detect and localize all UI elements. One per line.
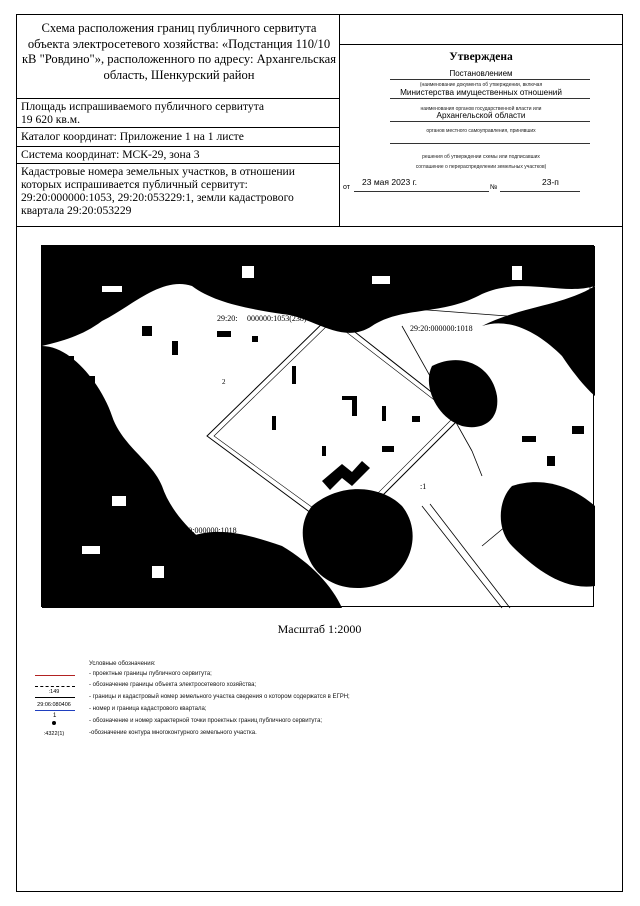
- compass-north: С: [587, 251, 593, 260]
- substation-structures: [322, 396, 420, 490]
- forest-mid-patch: [303, 489, 413, 588]
- date-underline: [354, 191, 489, 192]
- area-value: 19 620 кв.м.: [21, 113, 81, 126]
- approval-ministry: Министерства имущественных отношений: [400, 88, 562, 97]
- map-label-point: :1: [420, 482, 427, 491]
- parcel-line: [430, 504, 510, 608]
- structure-chevron: [322, 461, 370, 490]
- map-scale: Масштаб 1:2000: [277, 622, 362, 636]
- speckle: [242, 266, 254, 278]
- parcel-line: [472, 451, 482, 476]
- row-divider-2: [16, 127, 339, 128]
- caption-local: органов местного самоуправления, принявших: [426, 128, 536, 134]
- speckle: [172, 341, 178, 355]
- orthophoto-map: [41, 245, 594, 607]
- speckle: [217, 331, 231, 337]
- map-label-parcel-top: 000000:1053(238): [247, 314, 307, 323]
- date-prefix: от: [343, 184, 350, 191]
- region-underline: [390, 121, 590, 122]
- speckle: [82, 546, 100, 554]
- cadastral-line-3: 29:20:000000:1053, 29:20:053229:1, земли кадастрового: [21, 191, 294, 204]
- speckle: [87, 376, 95, 384]
- speckle: [292, 366, 296, 384]
- header-divider: [16, 226, 623, 227]
- legend-symbol-quarter: 29:06:080406: [37, 702, 71, 708]
- speckle: [372, 276, 390, 284]
- speckle: [272, 416, 276, 430]
- speckle: [572, 426, 584, 434]
- speckle: [547, 456, 555, 466]
- map-label-2: 2: [222, 378, 226, 386]
- area-label: Площадь испрашиваемого публичного сервитута: [21, 100, 265, 113]
- number-underline: [500, 191, 580, 192]
- speckle: [142, 326, 152, 336]
- row-divider-3: [16, 146, 339, 147]
- row-divider-4: [16, 163, 339, 164]
- approval-top-divider: [339, 44, 623, 45]
- speckle: [57, 396, 75, 402]
- document-title: Схема расположения границ публичного сервитута объекта электросетевого хозяйства: «Подстанция 110/10 кВ "Ровдино"», расположенного по адресу: Архангельская область, Шенкурский район: [21, 21, 337, 82]
- legend-item-5: - обозначение и номер характерной точки проектных границ публичного сервитута;: [89, 718, 323, 724]
- approval-date: 23 мая 2023 г.: [362, 177, 418, 187]
- caption-authority: наименования органов государственной власти или: [420, 106, 542, 112]
- cadastral-line-2: которых испрашивается публичный сервитут:: [21, 178, 248, 191]
- legend-symbol-servitude: [35, 675, 75, 676]
- forest-island: [429, 360, 497, 427]
- speckle: [342, 396, 352, 400]
- legend-item-6: -обозначение контура многоконтурного земельного участка.: [89, 730, 257, 736]
- legend-symbol-contour: :4322(1): [43, 731, 65, 737]
- legend-symbol-parcel-line: [35, 697, 75, 698]
- approval-heading: Утверждена: [449, 51, 513, 63]
- local-underline: [390, 143, 590, 144]
- compass-south: Ю: [587, 305, 596, 314]
- legend-symbol-parcel: :149: [48, 689, 60, 695]
- speckle: [322, 446, 326, 456]
- legend-symbol-quarter-line: [35, 710, 75, 711]
- structure-block: [352, 396, 357, 416]
- legend-item-1: - проектные границы публичного сервитута;: [89, 671, 212, 677]
- doc-type-underline: [390, 79, 590, 80]
- speckle: [152, 566, 164, 578]
- caption-document: (наименование документа об утверждении, включая: [419, 82, 543, 88]
- speckle: [522, 436, 536, 442]
- parcel-line: [422, 506, 502, 608]
- approval-number: 23-п: [542, 177, 559, 187]
- title-block-divider: [339, 14, 340, 226]
- catalog-text: Каталог координат: Приложение 1 на 1 листе: [21, 130, 244, 143]
- speckle: [252, 336, 258, 342]
- speckle: [62, 356, 74, 361]
- structure-block: [382, 446, 394, 452]
- map-label-parcel-top-prefix: 29:20:: [217, 314, 238, 323]
- map-label-4: 4: [304, 598, 308, 606]
- structure-block: [412, 416, 420, 422]
- ministry-underline: [390, 98, 590, 99]
- legend-item-4: - номер и граница кадастрового квартала;: [89, 706, 207, 712]
- row-divider-1: [16, 98, 339, 99]
- legend-symbol-object: [35, 686, 75, 687]
- forest-top-band: [42, 246, 595, 346]
- forest-right-top: [482, 286, 595, 396]
- forest-texture: [42, 246, 595, 608]
- cadastral-line-1: Кадастровые номера земельных участков, в отношении: [21, 165, 295, 178]
- approval-doc-type: Постановлением: [449, 69, 513, 78]
- map-label-parcel-left: 29:20:000000:1018: [174, 526, 237, 535]
- legend-item-3: - границы и кадастровый номер земельного участка сведения о котором содержатся в ЕГРН;: [89, 694, 350, 700]
- cadastral-line-4: квартала 29:20:053229: [21, 204, 132, 217]
- caption-decision-2: соглашение о перераспределении земельных участков): [415, 164, 547, 170]
- map-label-parcel-right: 29:20:000000:1018: [410, 324, 473, 333]
- forest-right-mid: [501, 482, 595, 587]
- speckle: [512, 266, 522, 280]
- legend-symbol-point-num: 1: [53, 713, 57, 719]
- number-sign: №: [490, 184, 498, 191]
- map-drawing: [42, 246, 595, 608]
- speckle: [112, 496, 126, 506]
- coord-system-text: Система координат: МСК-29, зона 3: [21, 148, 200, 161]
- structure-block: [382, 406, 386, 421]
- legend-item-2: - обозначение границы объекта электросетевого хозяйства;: [89, 682, 257, 688]
- legend-symbol-point-dot: [52, 721, 56, 725]
- approval-region: Архангельской области: [436, 111, 526, 120]
- caption-decision-1: решения об утверждении схемы или подписавших: [422, 154, 540, 160]
- speckle: [102, 286, 122, 292]
- legend-header: Условные обозначения:: [89, 661, 156, 667]
- speckle: [582, 546, 592, 552]
